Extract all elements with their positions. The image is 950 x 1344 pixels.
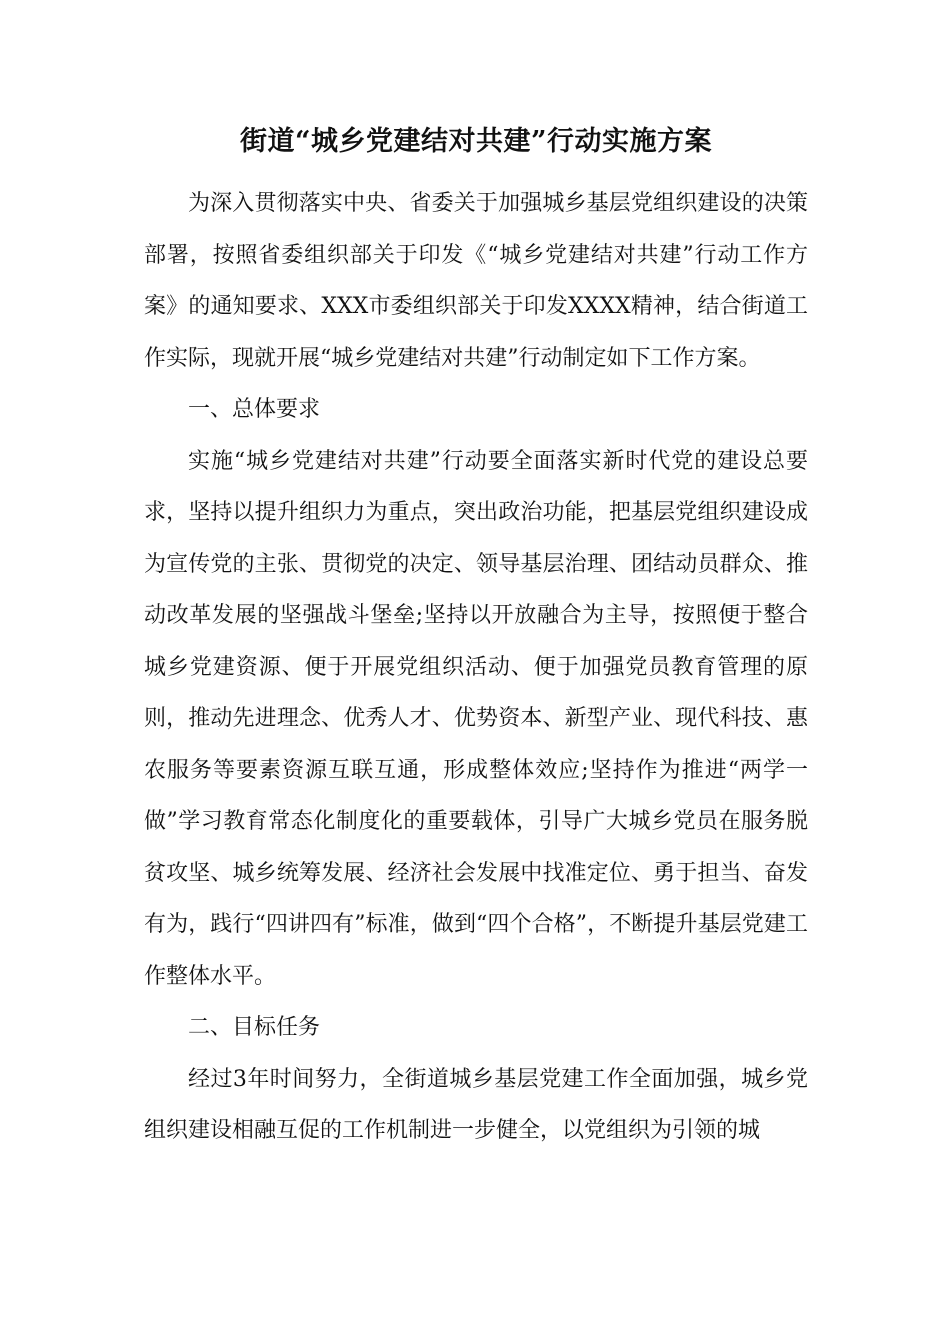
intro-paragraph: 为深入贯彻落实中央、省委关于加强城乡基层党组织建设的决策部署，按照省委组织部关于印发《“城乡党建结对共建”行动工作方案》的通知要求、XXX市委组织部关于印发XXXX精神，结合街道工作实际，现就开展“城乡党建结对共建”行动制定如下工作方案。 bbox=[144, 191, 808, 371]
document-title: 街道“城乡党建结对共建”行动实施方案 bbox=[239, 126, 713, 157]
document-body bbox=[144, 178, 808, 1157]
section-heading-goals-tasks: 二、目标任务 bbox=[188, 1015, 321, 1040]
section-heading-general-requirements: 一、总体要求 bbox=[188, 397, 321, 422]
general-requirements-paragraph: 实施“城乡党建结对共建”行动要全面落实新时代党的建设总要求，坚持以提升组织力为重点，突出政治功能，把基层党组织建设成为宣传党的主张、贯彻党的决定、领导基层治理、团结动员群众、推动改革发展的坚强战斗堡垒;坚持以开放融合为主导，按照便于整合城乡党建资源、便于开展党组织活动、便于加强党员教育管理的原则，推动先进理念、优秀人才、优势资本、新型产业、现代科技、惠农服务等要素资源互联互通，形成整体效应;坚持作为推进“两学一做”学习教育常态化制度化的重要载体，引导广大城乡党员在服务脱贫攻坚、城乡统筹发展、经济社会发展中找准定位、勇于担当、奋发有为，践行“四讲四有”标准，做到“四个合格”，不断提升基层党建工作整体水平。 bbox=[144, 448, 808, 989]
goals-tasks-paragraph: 经过3年时间努力，全街道城乡基层党建工作全面加强，城乡党组织建设相融互促的工作机制进一步健全，以党组织为引领的城 bbox=[144, 1066, 808, 1143]
